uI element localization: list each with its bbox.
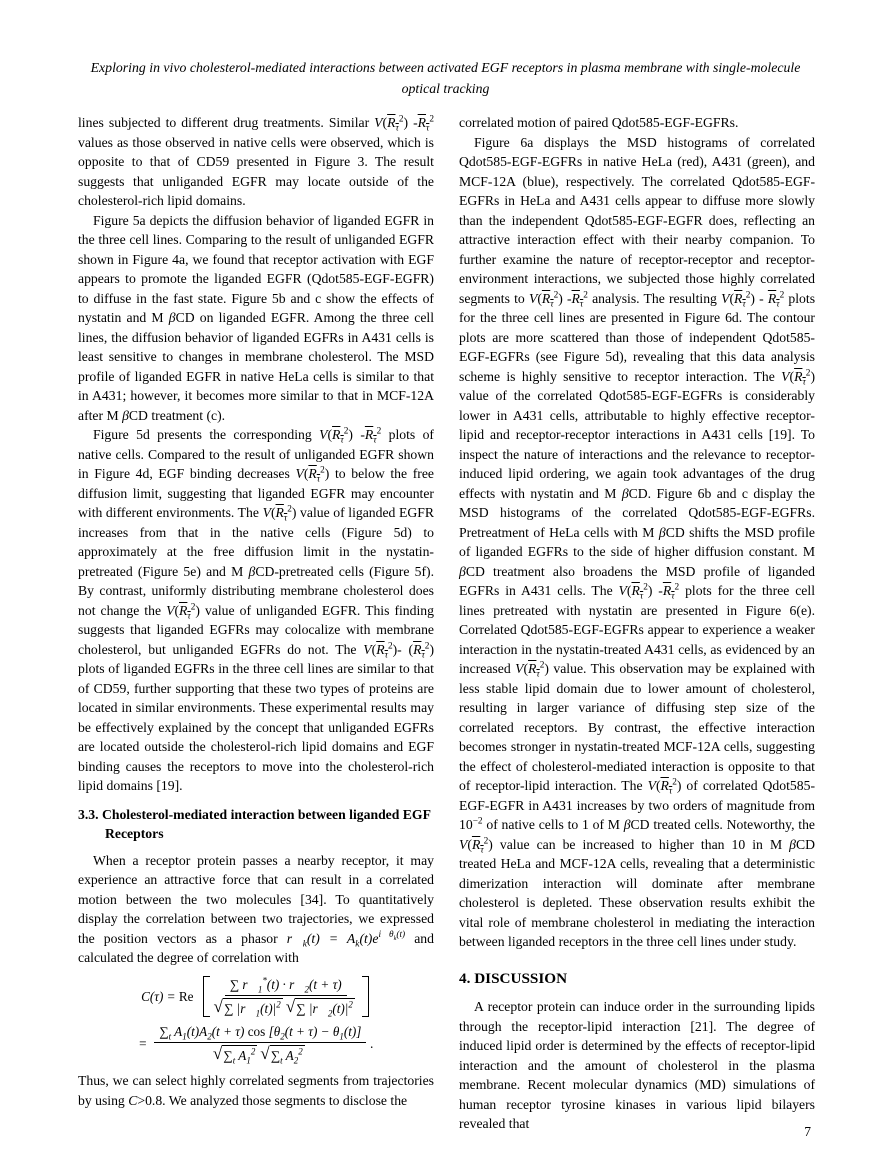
fraction-denominator	[213, 1043, 308, 1064]
paper-title: Exploring in vivo cholesterol-mediated interactions between activated EGF receptors in plasma membrane with single-molecule optical tracking	[90, 60, 801, 96]
paragraph: lines subjected to different drug treatments. Similar $V(R_\tau^2)$ $-R_\tau^2$ values as those observed in native cells were observed, which is opposite to that of CD59 presented in Figure 3. The result suggests that unliganded EGFR may locate outside of the cholesterol-rich lipid domains.	[78, 114, 434, 208]
page-number: 7	[804, 1124, 811, 1139]
radical-sign: √	[213, 996, 223, 1016]
fraction	[154, 1023, 366, 1064]
equation-line-2	[78, 1023, 434, 1064]
equation-lhs: C(τ) = Re	[141, 988, 194, 1004]
left-column	[78, 113, 434, 1110]
left-bracket	[203, 976, 210, 1017]
right-column	[459, 113, 815, 1134]
section-heading-4: 4. DISCUSSION	[459, 969, 568, 987]
paragraph: Thus, we can select highly correlated segments from trajectories by using C>0.8. We analyzed those segments to disclose the	[78, 1073, 434, 1108]
radical: √ $\sum_t$ $A_2^2$	[260, 1043, 303, 1066]
fraction-numerator: $\sum_t$ $A_1(t)A_2(t + \tau)$ $\cos [\theta_2(t + \tau) - \theta_1(t)]$	[154, 1023, 366, 1043]
fraction	[214, 976, 358, 1017]
paragraph: A receptor protein can induce order in the surrounding lipids through the receptor-lipid interaction [21]. The degree of induced lipid order is determined by the effects of receptor-lipid interaction and the amount of cholesterol in the plasma membrane. Recent molecular dynamics (MD) simulations of human receptor tyrosine kinases in various lipid bilayers revealed that	[459, 999, 815, 1131]
paragraph: Figure 5a depicts the diffusion behavior of liganded EGFR in the three cell lines. Comparing to the result of unliganded EGFR shown in Figure 4a, we found that receptor activation with EGF appears to promote the liganded EGFR (Qdot585-EGF-EGFR) to diffuse in the fast state. Figure 5b and c show the effects of nystatin and M βCD on liganded EGFR. Among the three cell lines, the diffusion behavior of liganded EGFRs in A431 cells is least sensitive to changes in membrane cholesterol. The MSD profile of liganded EGFR in native HeLa cells is similar to that in A431; however, it becomes more similar to that in MCF-12A after M βCD treatment (c).	[78, 212, 434, 423]
radical: √ $\sum_t$ $A_1^2$	[212, 1043, 256, 1066]
radical-sign: √	[260, 1043, 270, 1063]
fraction-denominator	[214, 996, 358, 1017]
radical-sign: √	[285, 996, 296, 1016]
section-heading-3-3: 3.3. Cholesterol-mediated interaction between liganded EGF Receptors	[78, 806, 431, 841]
equation-correlation	[78, 976, 434, 1065]
paragraph: correlated motion of paired Qdot585-EGF-EGFRs.	[459, 115, 739, 130]
paragraph: When a receptor protein passes a nearby receptor, it may experience an attractive force that can result in a correlated motion between the two molecules [34]. To quantitatively display the correlation between two trajectories, we expressed the position vectors as a phasor $r⃗_k(t) = A_k(t)e^{i \theta_k(t)}$ and calculated the degree of correlation with	[78, 852, 434, 965]
paragraph: Figure 6a displays the MSD histograms of correlated Qdot585-EGF-EGFRs in native HeLa (red), A431 (green), and MCF-12A (blue), respectively. The correlated Qdot585-EGF-EGFRs in HeLa and A431 cells appear to diffuse more slowly than the independent Qdot585-EGF-EGFR does, reflecting an attractive interaction effect with their nearby companion. To further examine the nature of receptor-receptor and receptor-environment interactions, we subjected those highly correlated segments to $V(R_\tau^2)$ $-R_\tau^2$ analysis. The resulting $V(R_\tau^2) - R_\tau^2$ plots for the three cell lines are presented in Figure 6d. The contour plots are more scattered than those of independent Qdot585-EGF-EGFRs (see Figure 5d), revealing that this data analysis scheme is highly sensitive to receptor interaction. The $V(R_\tau^2)$ value of the correlated Qdot585-EGF-EGFRs is considerably lower in A431 cells, attributable to highly effective receptor-lipid and receptor-receptor interactions in A431 cells [19]. To inspect the nature of interactions and the relevance to receptor-induced lipid ordering, we again took advantages of the drug effects with nystatin and M βCD. Figure 6b and c display the MSD histograms of the correlated Qdot585-EGF-EGFRs. Pretreatment of HeLa cells with M βCD shifts the MSD profile of liganded EGFRs to the side of higher diffusion constant. M βCD treatment also broadens the MSD profile of liganded EGFRs in A431 cells. The $V(R_\tau^2)$ $-R_\tau^2$ plots for the three cell lines pretreated with nystatin are presented in Figure 6(e). Correlated Qdot585-EGF-EGFRs appear to experience a weaker interaction in the nystatin-treated A431 cells, as evidenced by an increased $V(R_\tau^2)$ value. This observation may be explained with less stable lipid domain due to lower amount of cholesterol, resulting in larger variance of diffusing step size of the correlated receptors. By contrast, the effective interaction becomes stronger in nystatin-treated MCF-12A cells, suggesting the effect of cholesterol-mediated interaction is opposite to that of receptor-lipid interaction. The $V(R_\tau^2)$ of correlated Qdot585-EGF-EGFR in A431 increases by two orders of magnitude from $10^{-2}$ of native cells to 1 of M βCD treated cells. Noteworthy, the $V(R_\tau^2)$ value can be increased to higher than 10 in M βCD treated HeLa and MCF-12A cells, revealing that a deterministic dimerization interaction will dominate after membrane cholesterol is depleted. These observation results exhibit the vital role of membrane cholesterol in mediating the interaction between liganded receptors in the three cell lines under study.	[459, 134, 816, 949]
radical: √ ∑ $|r⃗_1(t)|^2$	[213, 996, 281, 1019]
fraction-numerator: ∑ $r⃗_1^*(t)$ · $r⃗_2(t + \tau)$	[225, 976, 347, 996]
equation-line-1	[78, 976, 434, 1017]
equation-equals: =	[138, 1035, 148, 1051]
right-bracket	[362, 976, 369, 1017]
radical: √ ∑ $|r⃗_2(t)|^2$	[285, 996, 353, 1019]
radical-sign: √	[212, 1043, 223, 1063]
paragraph: Figure 5d presents the corresponding $V(R_\tau^2)$ $-R_\tau^2$ plots of native cells. Compared to the result of unliganded EGFR shown in Figure 4d, EGF binding decreases $V(R_\tau^2)$ to below the free diffusion limit, suggesting that liganded EGFR may encounter with different environments. The $V(R_\tau^2)$ value of liganded EGFR increases from that in the native cells (Figure 5d) to approximately at the free diffusion limit in the nystatin-pretreated (Figure 5e) and M βCD-pretreated cells (Figure 5f). By contrast, uniformly distributing membrane cholesterol does not change the $V(R_\tau^2)$ value of unliganded EGFR. This finding suggests that liganded EGFRs may colocalize with membrane cholesterol, but unliganded EGFRs do not. The $V(R_\tau^2)-$ $(R_\tau^2)$ plots of liganded EGFRs in the three cell lines are similar to that of CD59, further supporting that these two types of proteins are located in similar environments. These experimental results may be effectively explained by the concept that unliganded EGFRs are located outside the cholesterol-rich lipid domains and EGF binding causes the receptors to move into the cholesterol-rich lipid domains [19].	[78, 426, 434, 793]
equation-period: .	[370, 1035, 374, 1051]
